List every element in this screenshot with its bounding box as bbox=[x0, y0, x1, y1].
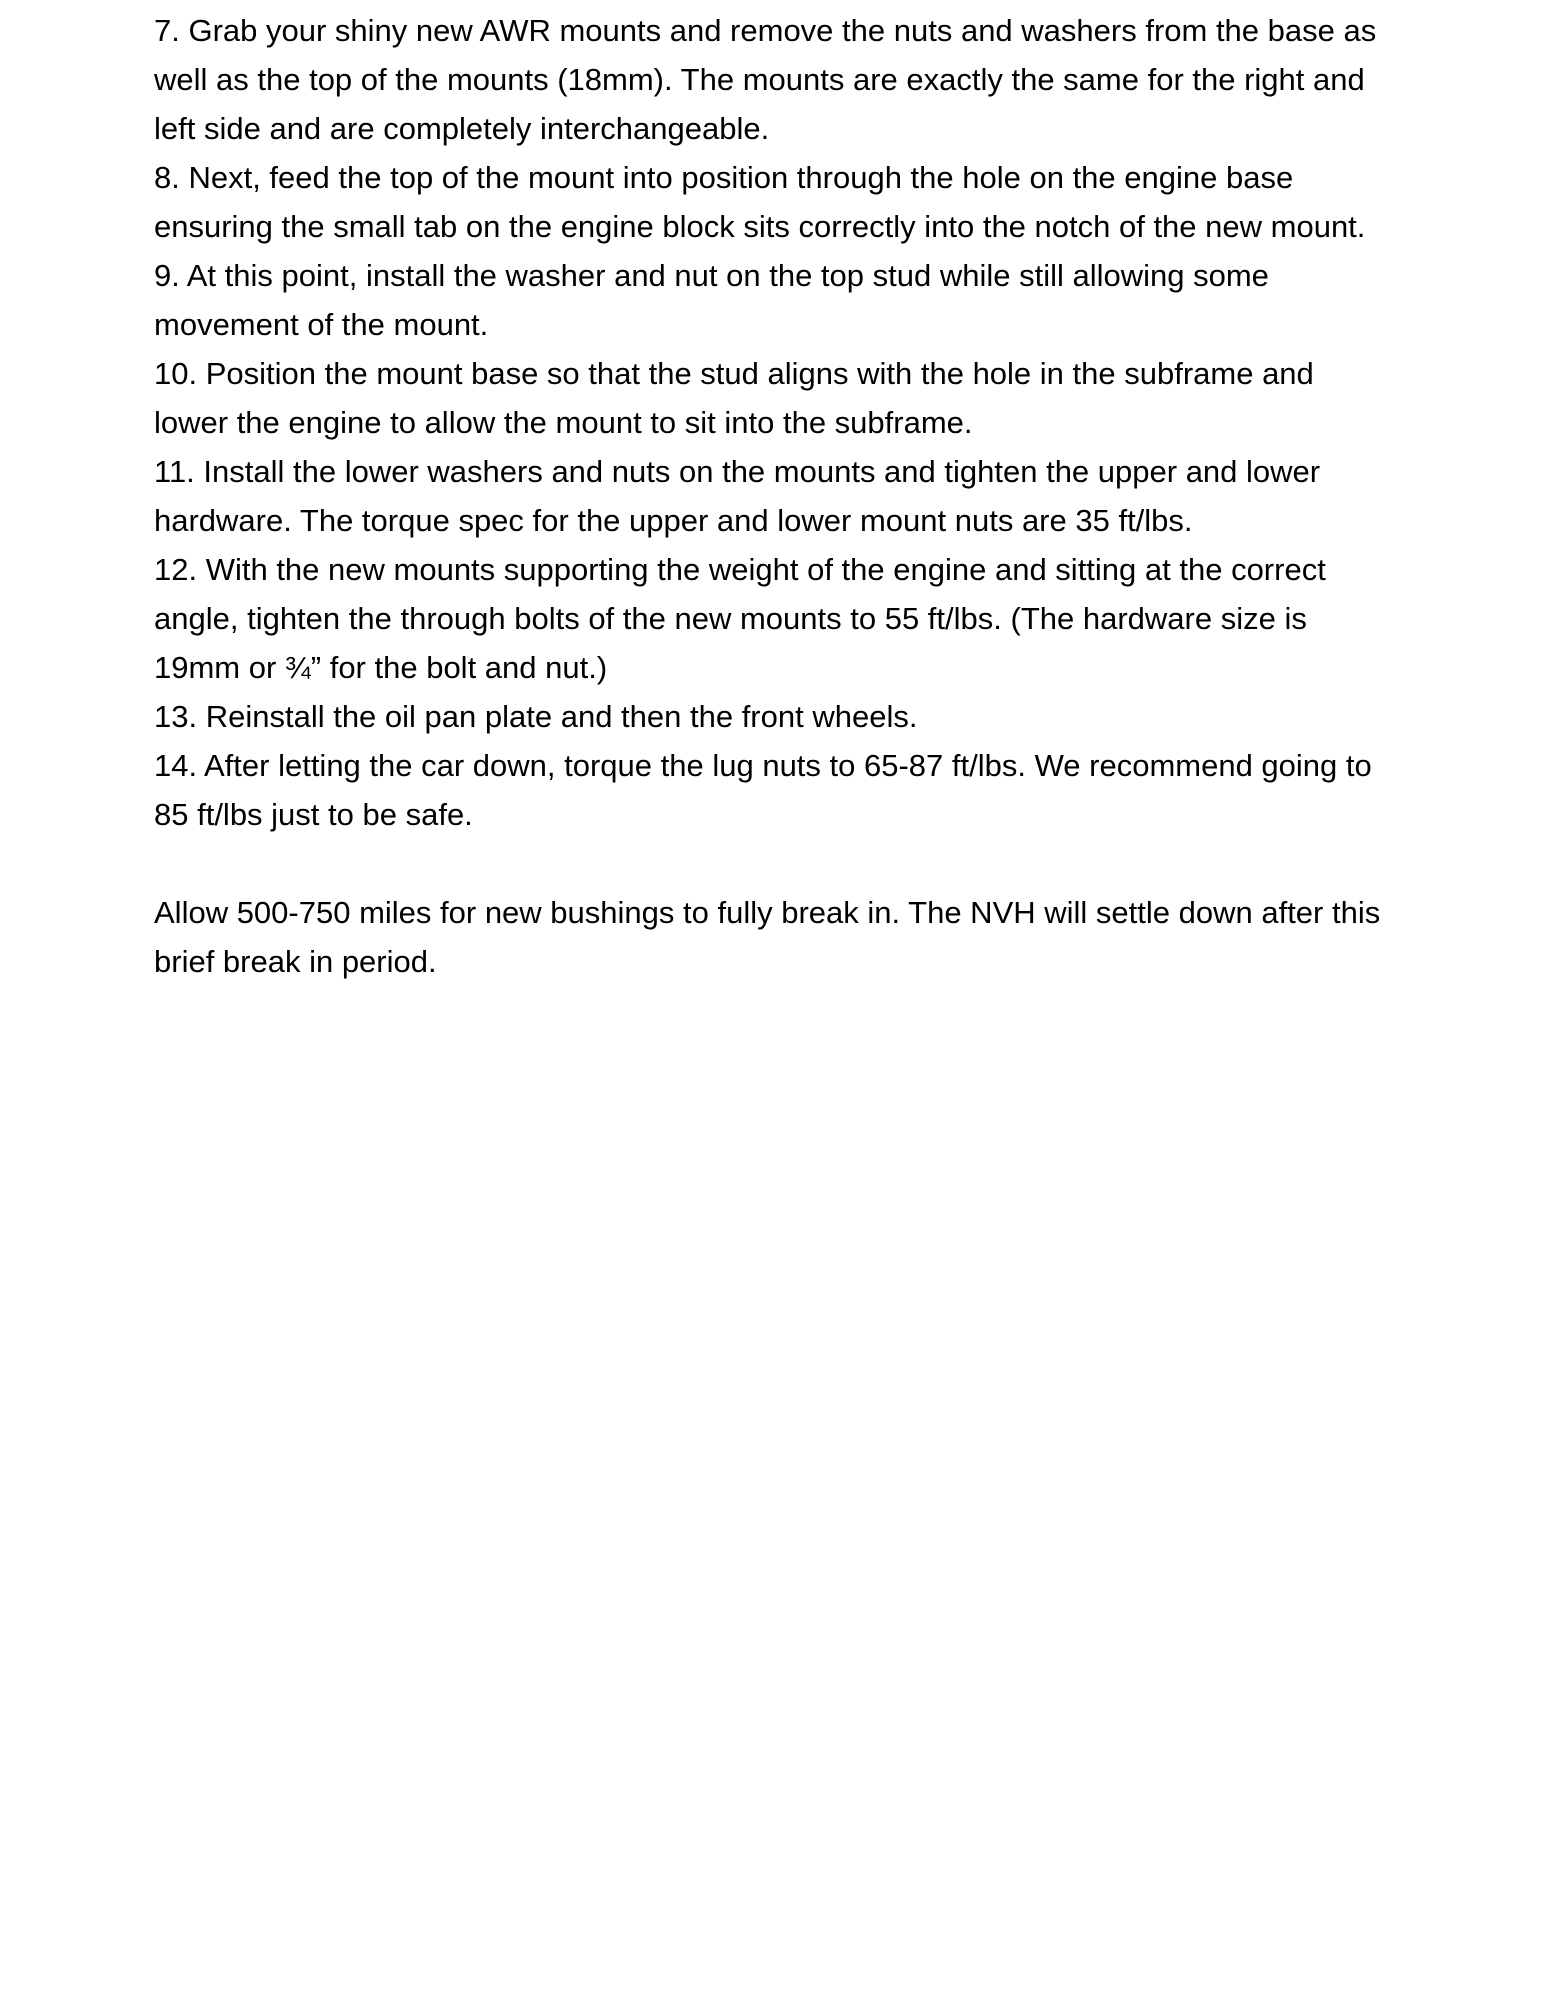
step-13: 13. Reinstall the oil pan plate and then the front wheels. bbox=[154, 699, 918, 734]
step-9: 9. At this point, install the washer and nut on the top stud while still allowing some movement of the mount. bbox=[154, 258, 1269, 342]
instructions-body bbox=[154, 6, 1384, 986]
break-in-note: Allow 500-750 miles for new bushings to fully break in. The NVH will settle down after this brief break in period. bbox=[154, 895, 1381, 979]
step-14: 14. After letting the car down, torque the lug nuts to 65-87 ft/lbs. We recommend going to 85 ft/lbs just to be safe. bbox=[154, 748, 1372, 832]
step-10: 10. Position the mount base so that the stud aligns with the hole in the subframe and lower the engine to allow the mount to sit into the subframe. bbox=[154, 356, 1314, 440]
step-7: 7. Grab your shiny new AWR mounts and remove the nuts and washers from the base as well as the top of the mounts (18mm). The mounts are exactly the same for the right and left side and are completely interchangeable. bbox=[154, 13, 1377, 146]
step-11: 11. Install the lower washers and nuts on the mounts and tighten the upper and lower hardware. The torque spec for the upper and lower mount nuts are 35 ft/lbs. bbox=[154, 454, 1321, 538]
step-12: 12. With the new mounts supporting the weight of the engine and sitting at the correct angle, tighten the through bolts of the new mounts to 55 ft/lbs. (The hardware size is 19mm or ¾” for the bolt and nut.) bbox=[154, 552, 1326, 685]
step-8: 8. Next, feed the top of the mount into position through the hole on the engine base ensuring the small tab on the engine block sits correctly into the notch of the new mount. bbox=[154, 160, 1366, 244]
